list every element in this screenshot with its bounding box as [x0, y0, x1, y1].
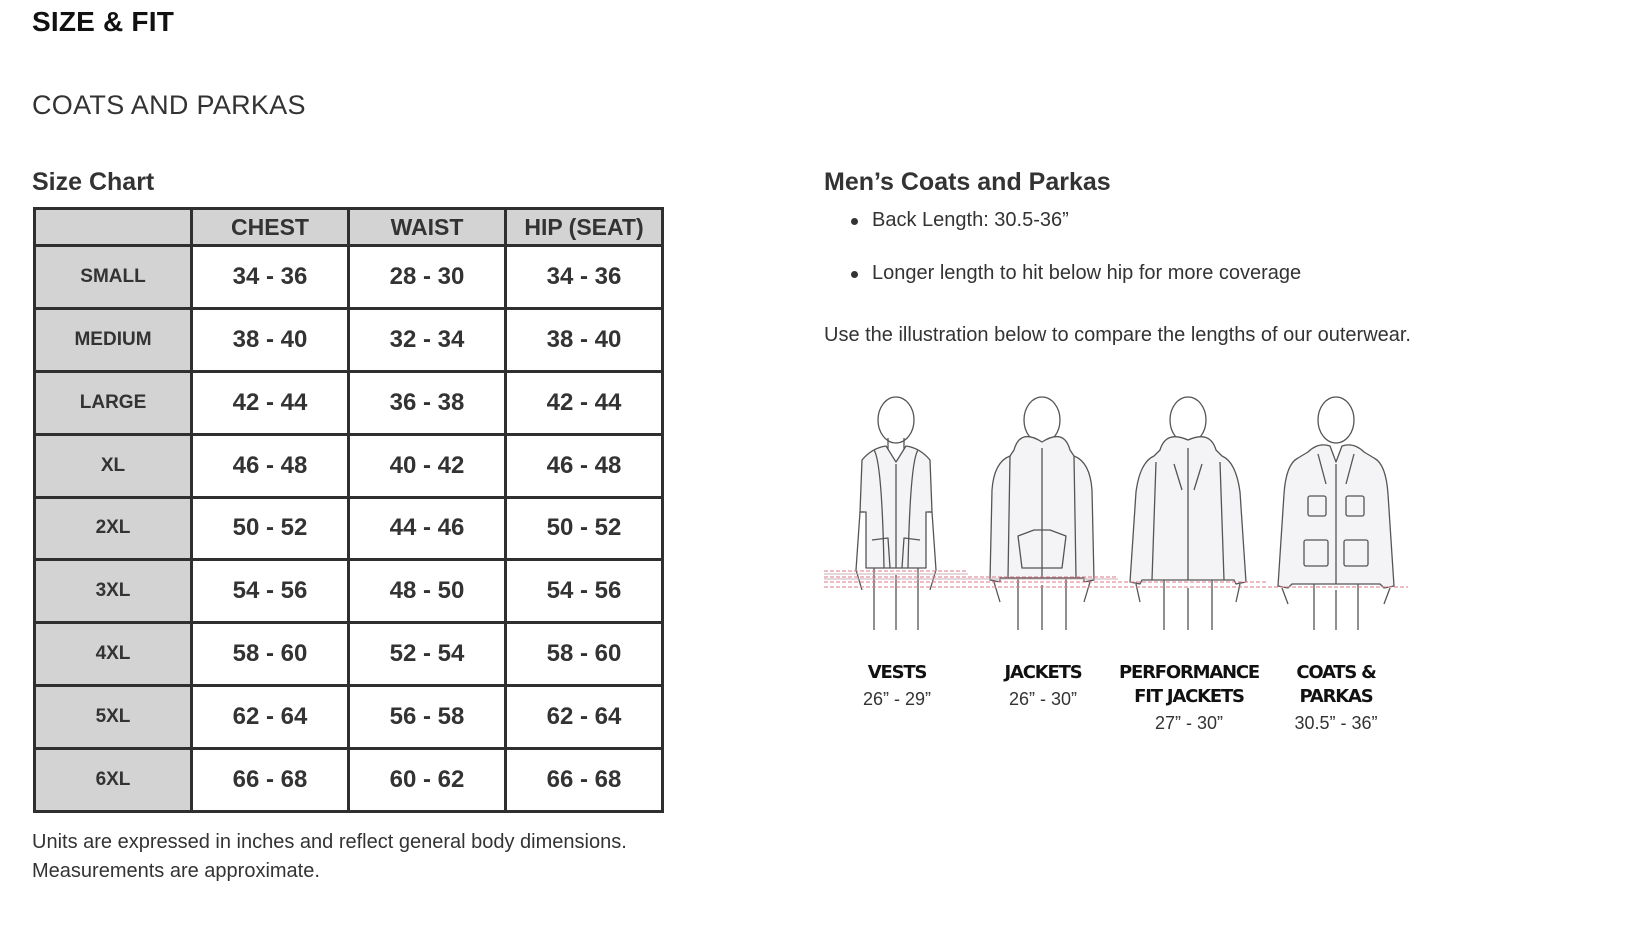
table-corner-cell — [35, 209, 192, 246]
table-row — [35, 246, 663, 309]
units-note-line: Measurements are approximate. — [32, 860, 320, 882]
garment-label-vests — [827, 661, 967, 712]
chest-value: 42 - 44 — [192, 371, 349, 434]
chest-value: 34 - 36 — [192, 246, 349, 309]
size-label: 2XL — [35, 497, 192, 560]
coat-parka-figure-icon — [1278, 397, 1394, 630]
garment-label-jackets — [973, 661, 1113, 712]
chest-value: 50 - 52 — [192, 497, 349, 560]
garment-name: VESTS — [867, 662, 927, 683]
page-heading: SIZE & FIT — [32, 6, 174, 37]
jacket-figure-icon — [990, 397, 1094, 630]
section-title: COATS AND PARKAS — [32, 90, 306, 120]
table-row — [35, 371, 663, 434]
fit-bullet-list — [824, 206, 1301, 312]
chest-value: 54 - 56 — [192, 560, 349, 623]
garment-label-coats-parkas — [1265, 661, 1407, 736]
waist-value: 60 - 62 — [349, 749, 506, 812]
size-label: XL — [35, 434, 192, 497]
waist-value: 44 - 46 — [349, 497, 506, 560]
size-label: 4XL — [35, 623, 192, 686]
garment-name: COATS & PARKAS — [1296, 662, 1376, 707]
waist-value: 48 - 50 — [349, 560, 506, 623]
waist-value: 32 - 34 — [349, 308, 506, 371]
table-row — [35, 623, 663, 686]
column-header-waist: WAIST — [349, 209, 506, 246]
outerwear-length-illustration — [822, 390, 1412, 640]
table-row — [35, 560, 663, 623]
table-row — [35, 749, 663, 812]
size-label: MEDIUM — [35, 308, 192, 371]
table-header-row — [35, 209, 663, 246]
hip-value: 54 - 56 — [506, 560, 663, 623]
column-header-hip: HIP (SEAT) — [506, 209, 663, 246]
waist-value: 56 - 58 — [349, 686, 506, 749]
hip-value: 34 - 36 — [506, 246, 663, 309]
garment-length: 30.5” - 36” — [1294, 713, 1378, 733]
compare-note: Use the illustration below to compare the lengths of our outerwear. — [824, 324, 1411, 346]
size-chart-table — [33, 207, 664, 813]
table-row — [35, 497, 663, 560]
waist-value: 28 - 30 — [349, 246, 506, 309]
size-chart-heading: Size Chart — [32, 168, 155, 196]
chest-value: 66 - 68 — [192, 749, 349, 812]
garment-length: 26” - 29” — [862, 689, 932, 709]
size-label: SMALL — [35, 246, 192, 309]
fit-bullet: Longer length to hit below hip for more coverage — [824, 259, 1301, 312]
chest-value: 62 - 64 — [192, 686, 349, 749]
table-row — [35, 308, 663, 371]
table-row — [35, 686, 663, 749]
hip-value: 46 - 48 — [506, 434, 663, 497]
hip-value: 38 - 40 — [506, 308, 663, 371]
chest-value: 58 - 60 — [192, 623, 349, 686]
units-note-line: Units are expressed in inches and reflect general body dimensions. — [32, 831, 627, 853]
units-note — [32, 828, 672, 886]
hip-value: 58 - 60 — [506, 623, 663, 686]
size-label: 6XL — [35, 749, 192, 812]
size-label: 3XL — [35, 560, 192, 623]
garment-name: JACKETS — [1004, 662, 1082, 683]
garment-label-performance-fit-jackets — [1119, 661, 1259, 736]
size-label: 5XL — [35, 686, 192, 749]
table-row — [35, 434, 663, 497]
waist-value: 52 - 54 — [349, 623, 506, 686]
fit-info-heading: Men’s Coats and Parkas — [824, 168, 1111, 196]
waist-value: 40 - 42 — [349, 434, 506, 497]
size-label: LARGE — [35, 371, 192, 434]
garment-length: 27” - 30” — [1154, 713, 1224, 733]
garment-length: 26” - 30” — [1008, 689, 1078, 709]
chest-value: 46 - 48 — [192, 434, 349, 497]
hip-value: 42 - 44 — [506, 371, 663, 434]
chest-value: 38 - 40 — [192, 308, 349, 371]
column-header-chest: CHEST — [192, 209, 349, 246]
hip-value: 66 - 68 — [506, 749, 663, 812]
vest-figure-icon — [856, 397, 936, 630]
waist-value: 36 - 38 — [349, 371, 506, 434]
garment-name: PERFORMANCE FIT JACKETS — [1119, 662, 1260, 707]
fit-bullet: Back Length: 30.5-36” — [824, 206, 1301, 259]
performance-jacket-figure-icon — [1130, 397, 1246, 630]
hip-value: 62 - 64 — [506, 686, 663, 749]
hip-value: 50 - 52 — [506, 497, 663, 560]
